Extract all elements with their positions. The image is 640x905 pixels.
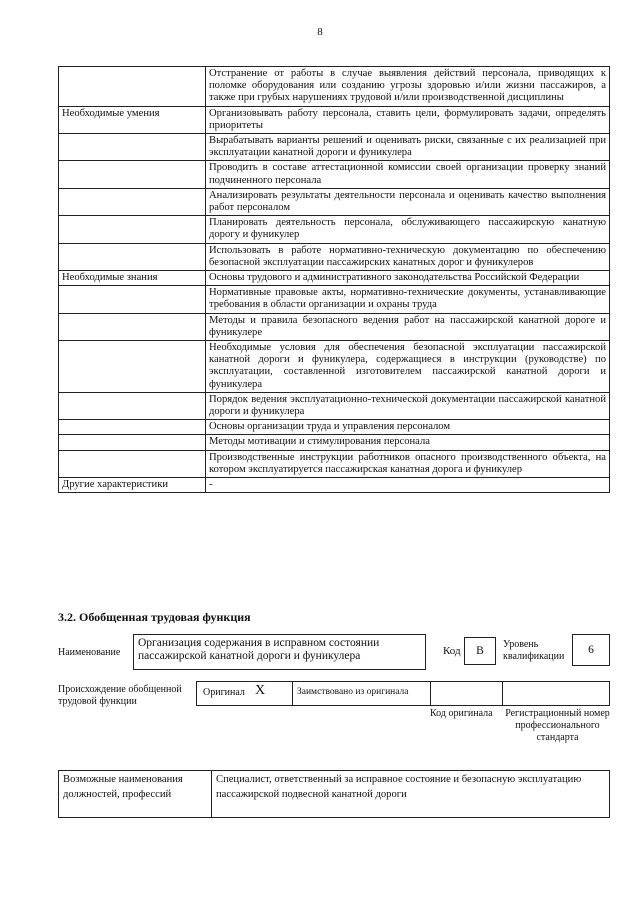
row-label [59, 420, 206, 435]
level-value-box [572, 634, 610, 666]
row-label [59, 243, 206, 270]
original-mark: X [255, 683, 266, 698]
positions-table [58, 770, 610, 818]
table-row [59, 243, 610, 270]
level-value: 6 [588, 644, 594, 656]
table-row [59, 420, 610, 435]
row-text: Вырабатывать варианты решений и оценивать риски, связанные с их реализацией при эксплуатации канатной дороги и фуникулера [206, 134, 610, 161]
row-text: Порядок ведения эксплуатационно-технической документации пассажирской канатной дороги и фуникулера [206, 392, 610, 419]
table-row [59, 313, 610, 340]
row-label [59, 392, 206, 419]
table-row [59, 286, 610, 313]
row-label [59, 341, 206, 393]
section-title: 3.2. Обобщенная трудовая функция [58, 610, 251, 624]
table-row [59, 134, 610, 161]
code-label: Код [443, 645, 461, 657]
row-text: Основы организации труда и управления персоналом [206, 420, 610, 435]
row-text: Отстранение от работы в случае выявления действий персонала, приводящих к поломке оборудования или созданию угрозы здоровью и/или жизни пассажиров, а также при грубых нарушениях трудовой и/или производственной дисциплины [206, 67, 610, 107]
table-row [59, 341, 610, 393]
row-text: Проводить в составе аттестационной комиссии своей организации проверку знаний подчиненного персонала [206, 161, 610, 188]
row-label [59, 450, 206, 477]
function-name-box [133, 634, 426, 670]
row-label [59, 161, 206, 188]
origin-row [196, 681, 610, 706]
table-row [59, 392, 610, 419]
origin-label: Происхождение обобщенной трудовой функции [58, 684, 182, 707]
row-label [59, 67, 206, 107]
row-text: Методы мотивации и стимулирования персонала [206, 435, 610, 450]
level-label: Уровень квалификации [503, 639, 565, 662]
row-label [59, 435, 206, 450]
original-label: Оригинал [203, 687, 245, 698]
page-number: 8 [317, 26, 323, 38]
table-row [59, 188, 610, 215]
row-text: Нормативные правовые акты, нормативно-технические документы, устанавливающие требования в области организации и охраны труда [206, 286, 610, 313]
table-row [59, 106, 610, 133]
row-text: Методы и правила безопасного ведения работ на пассажирской канатной дороге и фуникулере [206, 313, 610, 340]
row-text: Использовать в работе нормативно-техническую документацию по обеспечению безопасной эксплуатации пассажирских канатных дорог и фуникулеров [206, 243, 610, 270]
row-label [59, 134, 206, 161]
table-row [59, 435, 610, 450]
row-label: Необходимые умения [59, 106, 206, 133]
row-label: Другие характеристики [59, 478, 206, 493]
row-label [59, 188, 206, 215]
name-label: Наименование [58, 647, 121, 658]
borrowed-label: Заимствовано из оригинала [297, 687, 409, 697]
row-text: Анализировать результаты деятельности персонала и оценивать качество выполнения работ персоналом [206, 188, 610, 215]
table-row [59, 271, 610, 286]
row-label [59, 216, 206, 243]
table-row [59, 161, 610, 188]
function-name-value: Организация содержания в исправном состоянии пассажирской канатной дороги и фуникулера [138, 637, 380, 662]
row-text: - [206, 478, 610, 493]
requirements-table [58, 66, 610, 493]
table-row [59, 216, 610, 243]
table-row [59, 478, 610, 493]
positions-value: Специалист, ответственный за исправное состояние и безопасную эксплуатацию пассажирской подвесной канатной дороги [212, 771, 610, 818]
positions-label: Возможные наименования должностей, профессий [59, 771, 212, 818]
row-label: Необходимые знания [59, 271, 206, 286]
reg-number-caption: Регистрационный номер профессионального стандарта [505, 708, 610, 743]
code-original-caption: Код оригинала [430, 708, 493, 719]
row-label [59, 286, 206, 313]
row-text: Организовывать работу персонала, ставить цели, формулировать задачи, определять приоритеты [206, 106, 610, 133]
code-value-box [464, 637, 496, 665]
table-row [59, 67, 610, 107]
row-text: Планировать деятельность персонала, обслуживающего пассажирскую канатную дорогу и фуникулер [206, 216, 610, 243]
table-row [59, 450, 610, 477]
row-label [59, 313, 206, 340]
row-text: Необходимые условия для обеспечения безопасной эксплуатации пассажирской канатной дороги и фуникулера, содержащиеся в инструкции (руководстве) по эксплуатации, составленной изготовителем пассажирской канатной дороги и фуникулера [206, 341, 610, 393]
row-text: Производственные инструкции работников опасного производственного объекта, на котором эксплуатируется пассажирская канатная дорога и фуникулер [206, 450, 610, 477]
code-value: B [476, 645, 484, 657]
row-text: Основы трудового и административного законодательства Российской Федерации [206, 271, 610, 286]
